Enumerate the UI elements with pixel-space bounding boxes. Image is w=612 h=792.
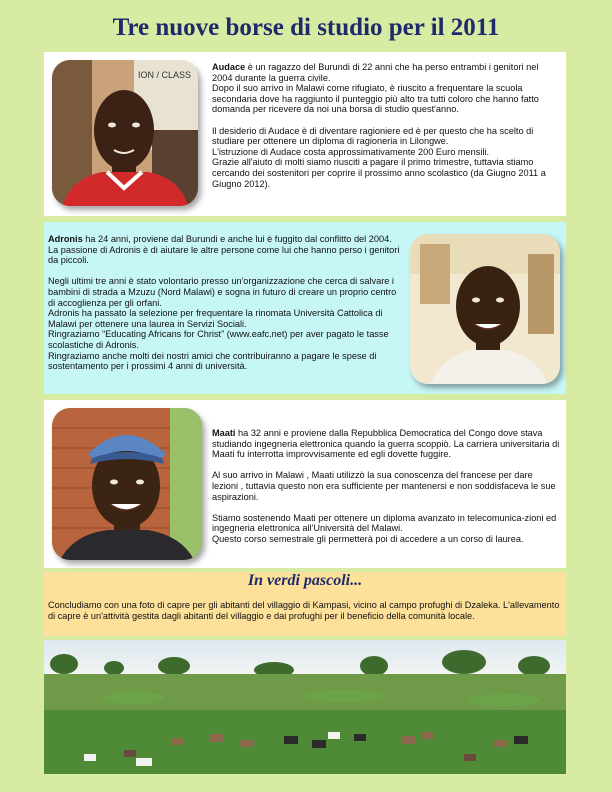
adronis-name: Adronis [48,234,83,244]
audace-photo [52,60,198,206]
audace-funding: Grazie all'aiuto di molti siamo riusciti a pagare il primo trimestre, tuttavia stiamo cercando dei sostenitori per coprire il prossimo anno scolastico (da Giugno 2011 a Giugno 2012). [212,157,546,189]
audace-intro: è un ragazzo del Burundi di 22 anni che ha perso entrambi i genitori nel 2004 durante la guerra civile. [212,62,539,83]
adronis-thanks-friends: Ringraziamo anche molti dei nostri amici che contribuiranno a pagare le spese di sostentamento per i prossimi 4 anni di università. [48,350,377,372]
audace-sign-text: ION / CLASS [138,70,192,80]
adronis-intro: ha 24 anni, proviene dal Burundi e anche lui è fuggito dal conflitto del 2004. La passione di Adronis è di aiutare le altre persone come lui che hanno perso i genitori da piccoli. [48,234,400,266]
maati-course: Questo corso semestrale gli permetterà poi di accedere a un corso di laurea. [212,533,524,544]
adronis-university: Adronis ha passato la selezione per frequentare la rinomata Università Cattolica di Malawi per ottenere una laurea in Servizi Sociali. [48,308,383,329]
page-title: Tre nuove borse di studio per il 2011 [112,14,500,41]
audace-name: Audace [212,62,246,72]
audace-cost: L'istruzione di Audace costa approssimativamente 200 Euro mensili. [212,146,490,157]
maati-panel [44,400,566,568]
adronis-panel [44,222,566,394]
maati-intro: ha 32 anni e proviene dalla Repubblica Democratica del Congo dove stava studiando ingegneria elettronica quando la guerra scoppiò. La carriera universitaria di Maati fu interrotta improvvisamente ed egli dovette fuggire. [212,428,560,460]
adronis-thanks-eafc: Ringraziamo “Educating Africans for Christ” (www.eafc.net) per aver pagato le tasse scolastiche di Adronis. [48,329,389,350]
adronis-volunteer: Negli ultimi tre anni è stato volontario presso un'organizzazione che cerca di salvare i bambini di strada a Mzuzu (Nord Malawi) e sogna in futuro di creare un proprio centro di accoglienza per gli orfani. [48,276,397,308]
adronis-photo [410,234,560,384]
goats-photo [44,640,566,774]
pascoli-panel [44,572,566,636]
pascoli-text: Concludiamo con una foto di capre per gli abitanti del villaggio di Kampasi, vicino al campo profughi di Dzaleka. L'allevamento di capre è un'attività gestita dagli abitanti del villaggio e dai profughi per il beneficio della comunità locale. [48,600,560,621]
maati-name: Maati [212,428,236,438]
audace-arrival: Dopo il suo arrivo in Malawi come rifugiato, è riuscito a frequentare la scuola secondaria dove ha raggiunto il punteggio più alto tra tutti coloro che hanno fatto domanda per ricevere da noi una borsa di studio quest'anno. [212,83,539,115]
audace-goal: Il desiderio di Audace è di diventare ragioniere ed è per questo che ha scelto di studiare per ottenere un diploma di ragioneria in Lilongwe. [212,125,534,147]
audace-panel [44,52,566,216]
maati-arrival: Al suo arrivo in Malawi , Maati utilizzò la sua conoscenza del francese per dare lezioni , tuttavia questo non era sufficiente per mantenersi e non soddisfaceva le sue aspirazioni. [212,470,556,502]
pascoli-title: In verdi pascoli... [247,572,363,589]
maati-photo [52,408,202,560]
maati-diploma: Stiamo sostenendo Maati per ottenere un diploma avanzato in telecomunica-zioni ed ingegneria elettronica all'Università del Malawi. [212,512,557,534]
